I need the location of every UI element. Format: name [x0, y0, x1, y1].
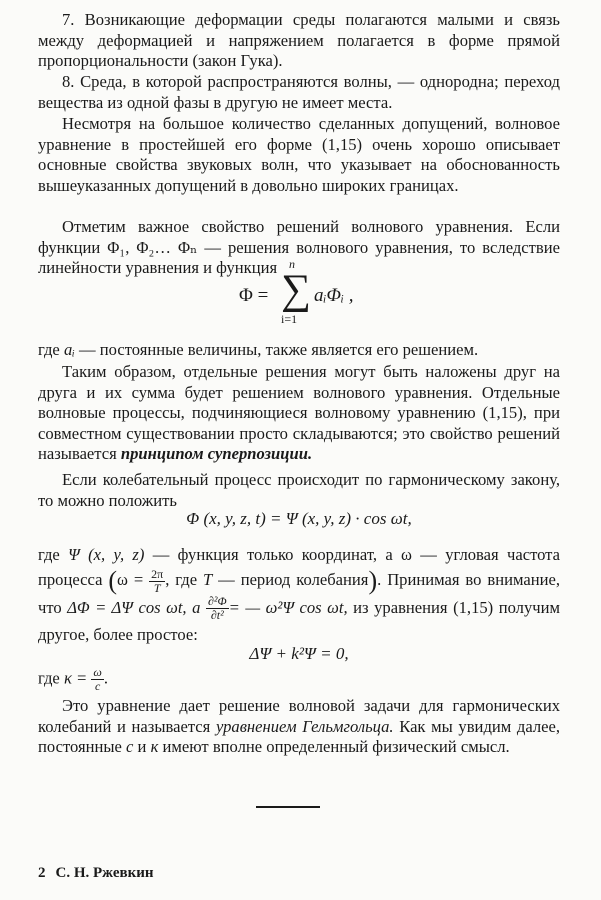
paragraph-7-text: 7. Возникающие деформации среды полагаются малыми и связь между деформацией и напряжением полагается в форме прямой пропорциональности (закон Гука).	[38, 10, 560, 71]
helmholtz-a: Это уравнение дает решение волновой задачи для гармонических колебаний и называется	[38, 696, 560, 736]
sum-sigma: ∑	[281, 267, 311, 313]
paragraph-where-ai-text	[38, 340, 560, 361]
paragraph-superposition	[38, 362, 560, 465]
where-psi-e: . Принимая во внимание, что	[38, 570, 560, 617]
k-numerator: ω	[93, 665, 102, 679]
k-fraction	[91, 666, 103, 693]
laplace-phi: ΔΦ = ΔΨ cos ωt, а	[67, 597, 201, 617]
paragraph-helmholtz	[38, 696, 560, 758]
sum-lhs: Φ =	[239, 285, 269, 306]
second-derivative-fraction	[206, 595, 229, 622]
helmholtz-equation	[38, 644, 560, 665]
paragraph-harmonic	[38, 470, 560, 511]
paragraph-harmonic-text: Если колебательный процесс происходит по гармоническому закону, то можно положить	[38, 470, 560, 510]
paragraph-superposition-text	[38, 362, 560, 465]
where-ai-a: где	[38, 340, 64, 359]
paragraph-where-psi	[38, 542, 560, 647]
paragraph-where-k-text: где κ = $\frac{\omega}{c}$ .	[38, 665, 109, 693]
k-lhs: κ =	[63, 668, 88, 688]
superposition-equation	[38, 257, 560, 329]
d2-rhs: = — ω²Ψ cos ωt,	[228, 597, 348, 617]
d2-numerator: ∂²Φ	[207, 594, 227, 609]
ai-symbol: aᵢ	[63, 340, 75, 359]
phi-list: Φ₁, Φ₂… Φₙ	[107, 237, 198, 257]
helmholtz-b: Как мы увидим далее, постоянные	[38, 716, 561, 757]
page-number: 2	[38, 865, 46, 881]
superposition-a: Таким образом, отдельные решения могут быть наложены друг на друга и их сумма будет решением волнового уравнения. Отдельные волновые процессы, подчиняющиеся волновому уравнению (1,15), при совместном существовании просто складываются; это свойство решений называется	[38, 362, 560, 464]
linearity-a: Отметим важное свойство решений волнового уравнения. Если функции	[38, 217, 560, 257]
psi-xyz: Ψ (x, y, z)	[68, 545, 145, 564]
where-ai-b: — постоянные величины, также является его решением.	[74, 340, 479, 359]
k-denominator: c	[94, 679, 101, 693]
paragraph-where-psi-text	[38, 542, 560, 647]
where-psi-f: получим другое, более простое:	[38, 597, 560, 645]
running-author: С. Н. Ржевкин	[55, 865, 154, 881]
harmonic-equation-text: Φ (x, y, z, t) = Ψ (x, y, z) · cos ωt,	[186, 509, 412, 528]
c-symbol: c	[126, 737, 134, 757]
paragraph-despite	[38, 114, 560, 196]
sum-lower-limit: i=1	[281, 312, 298, 326]
sum-upper-limit: n	[289, 257, 295, 271]
paragraph-despite-text: Несмотря на большое количество сделанных допущений, волновое уравнение в простейшей его форме (1,15) очень хорошо описывает основные свойства звуковых волн, что указывает на обоснованность вышеуказанных допущений в довольно широких границах.	[38, 114, 560, 195]
from-equation: из уравнения (1,15)	[353, 597, 494, 617]
paragraph-helmholtz-text	[38, 696, 560, 758]
helmholtz-d: имеют вполне определенный физический смысл.	[158, 737, 510, 757]
linearity-b: — решения волнового уравнения, то вследствие линейности уравнения и функция	[38, 237, 560, 278]
omega-fraction	[149, 568, 165, 595]
omega-denominator: T	[153, 580, 161, 595]
where-psi-d: — период колебания	[212, 570, 369, 589]
superposition-principle: принципом суперпозиции.	[120, 444, 313, 464]
helmholtz-equation-text: ΔΨ + k²Ψ = 0,	[249, 644, 349, 663]
omega-numerator: 2π	[151, 566, 164, 581]
helmholtz-c: и	[133, 737, 151, 757]
kappa-symbol: к	[150, 737, 159, 757]
sum-rhs: aᵢΦᵢ ,	[314, 285, 354, 306]
d2-denominator: ∂t²	[210, 608, 224, 623]
period-symbol: T	[203, 570, 213, 589]
where-psi-c: , где	[165, 570, 204, 589]
paragraph-where-k	[38, 666, 560, 693]
harmonic-equation	[38, 509, 560, 530]
paragraph-8	[38, 72, 560, 113]
paragraph-7	[38, 10, 560, 72]
helmholtz-term: уравнением Гельмгольца.	[215, 716, 394, 736]
paragraph-8-text: 8. Среда, в которой распространяются волны, — однородна; переход вещества из одной фазы в другую не имеет места.	[38, 72, 560, 112]
where-psi-b: — функция только координат, а ω — угловая частота процесса	[38, 545, 560, 589]
where-k: где	[38, 668, 64, 688]
paragraph-where-ai	[38, 340, 560, 361]
page-footer	[38, 865, 154, 882]
omega-lhs: ω =	[117, 570, 144, 589]
where-psi-a: где	[38, 545, 69, 564]
right-paren: )	[368, 566, 378, 596]
left-paren: (	[108, 566, 118, 596]
section-divider	[256, 806, 320, 808]
